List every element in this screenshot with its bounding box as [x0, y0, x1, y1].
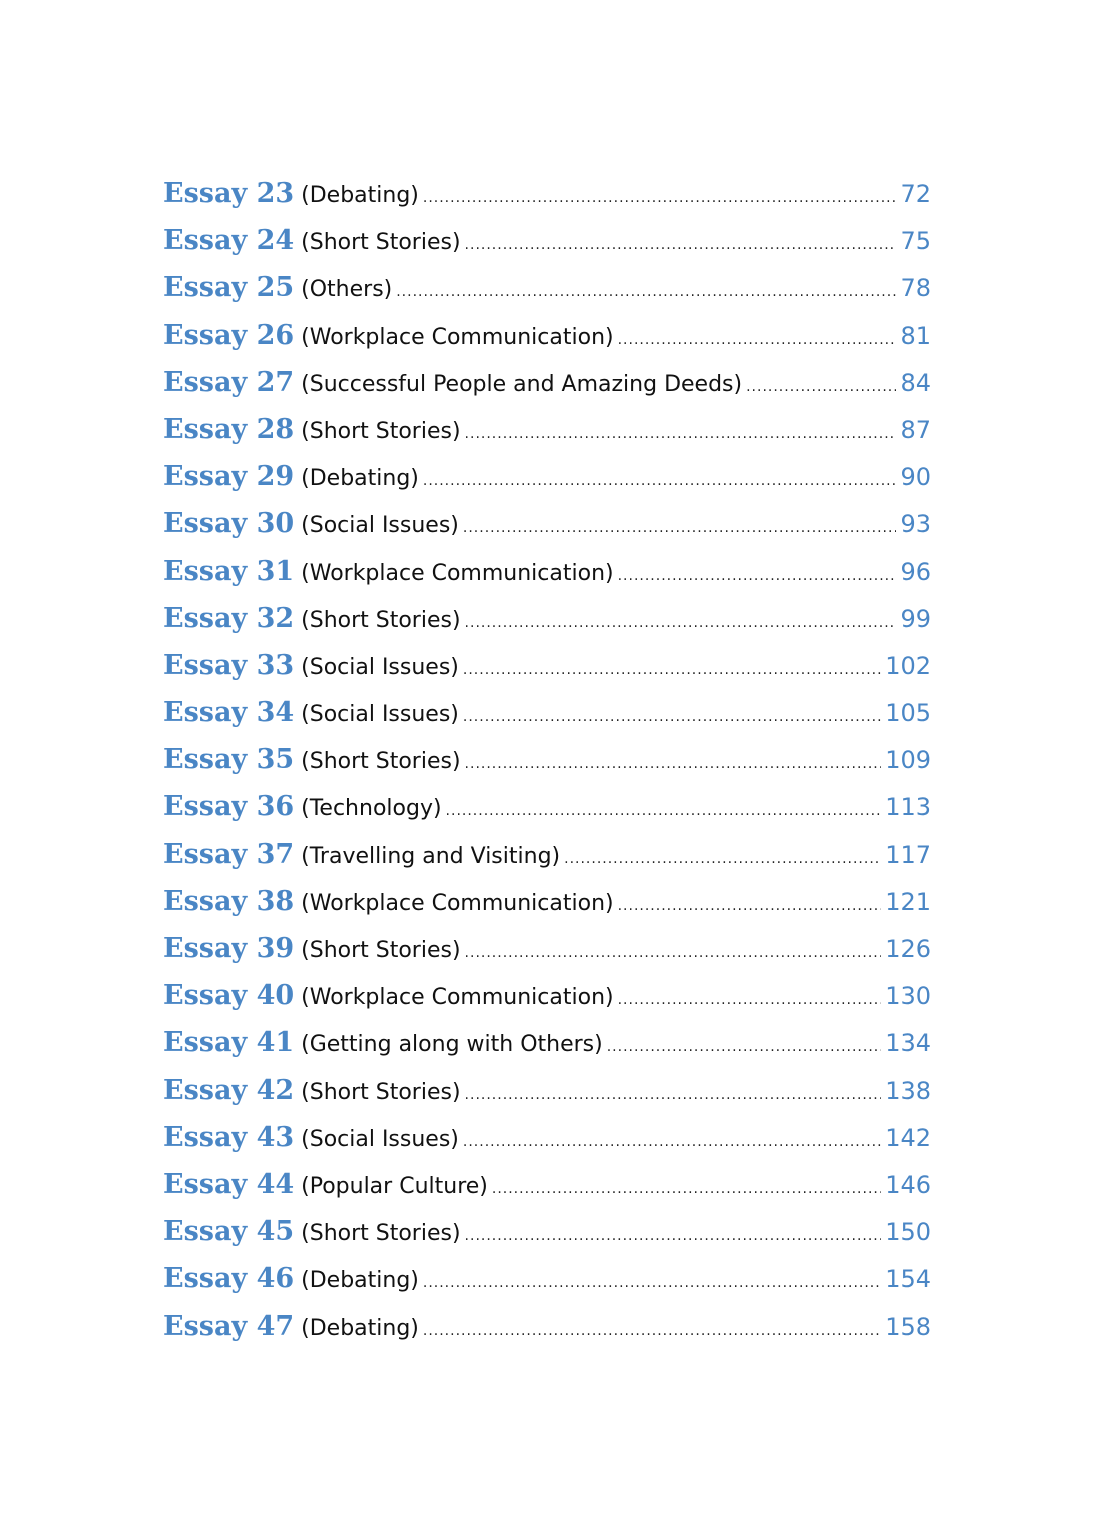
essay-topic: (Debating) [301, 183, 419, 208]
page-number: 117 [885, 840, 931, 869]
essay-label: Essay 23 [163, 178, 295, 209]
dot-leader [746, 364, 896, 411]
essay-topic: (Social Issues) [301, 702, 459, 728]
essay-label: Essay 34 [163, 697, 295, 729]
page-number: 81 [900, 321, 931, 350]
essay-topic: (Successful People and Amazing Deeds) [301, 371, 743, 397]
essay-topic: (Travelling and Visiting) [301, 843, 561, 869]
dot-leader [618, 883, 882, 930]
toc-entry[interactable] [163, 264, 931, 311]
essay-label: Essay 26 [163, 319, 295, 351]
dot-leader [465, 1213, 882, 1260]
dot-leader [465, 411, 897, 458]
essay-topic: (Debating) [301, 1315, 419, 1341]
page-number: 146 [885, 1170, 931, 1199]
essay-label: Essay 35 [163, 744, 295, 776]
essay-label: Essay 32 [163, 602, 295, 634]
dot-leader [618, 553, 897, 600]
toc-entry[interactable] [163, 217, 931, 264]
essay-topic: (Short Stories) [301, 1221, 461, 1247]
dot-leader [618, 317, 897, 364]
toc-entry[interactable] [163, 1208, 931, 1255]
page-number: 90 [900, 463, 931, 492]
essay-topic: (Technology) [301, 796, 442, 822]
dot-leader [465, 930, 882, 977]
toc-entry[interactable] [163, 783, 931, 830]
page-number: 154 [885, 1265, 931, 1294]
page-number: 105 [885, 699, 931, 728]
essay-label: Essay 24 [163, 225, 295, 257]
dot-leader [492, 1166, 881, 1213]
toc-entry[interactable] [163, 1255, 931, 1302]
page-number: 150 [885, 1218, 931, 1247]
dot-leader [465, 1072, 882, 1119]
essay-label: Essay 41 [163, 1027, 295, 1059]
essay-label: Essay 30 [163, 508, 295, 540]
toc-entry[interactable] [163, 925, 931, 972]
page-number: 109 [885, 746, 931, 775]
essay-topic: (Others) [301, 277, 393, 303]
essay-label: Essay 31 [163, 555, 295, 587]
essay-label: Essay 33 [163, 649, 295, 681]
essay-label: Essay 40 [163, 980, 295, 1012]
essay-label: Essay 27 [163, 366, 295, 398]
essay-topic: (Social Issues) [301, 1126, 459, 1152]
essay-topic: (Debating) [301, 466, 419, 492]
page-number: 121 [885, 887, 931, 916]
dot-leader [463, 694, 881, 741]
dot-leader [423, 1260, 881, 1307]
essay-label: Essay 44 [163, 1168, 295, 1200]
essay-label: Essay 37 [163, 838, 295, 870]
toc-entry[interactable] [163, 642, 931, 689]
essay-label: Essay 42 [163, 1074, 295, 1106]
essay-topic: (Social Issues) [301, 513, 459, 539]
toc-entry[interactable] [163, 406, 931, 453]
essay-topic: (Workplace Communication) [301, 890, 614, 916]
essay-topic: (Workplace Communication) [301, 985, 614, 1011]
toc-entry[interactable] [163, 1303, 931, 1350]
page-number: 87 [900, 415, 931, 444]
toc-entry[interactable] [163, 831, 931, 878]
essay-topic: (Social Issues) [301, 654, 459, 680]
page-number: 84 [900, 368, 931, 397]
essay-topic: (Getting along with Others) [301, 1032, 603, 1058]
essay-label: Essay 29 [163, 461, 295, 493]
essay-topic: (Short Stories) [301, 418, 461, 444]
page-number: 158 [885, 1312, 931, 1341]
toc-entry[interactable] [163, 359, 931, 406]
dot-leader [423, 1308, 881, 1355]
dot-leader [607, 1024, 881, 1071]
essay-label: Essay 46 [163, 1263, 295, 1295]
dot-leader [423, 458, 897, 505]
essay-label: Essay 28 [163, 413, 295, 445]
page-number: 99 [900, 604, 931, 633]
essay-label: Essay 45 [163, 1216, 295, 1248]
dot-leader [618, 977, 882, 1024]
page-number: 96 [900, 557, 931, 586]
essay-label: Essay 36 [163, 791, 295, 823]
toc-entry[interactable] [163, 689, 931, 736]
essay-label: Essay 39 [163, 933, 295, 964]
page-number: 78 [900, 274, 931, 303]
essay-label: Essay 47 [163, 1310, 295, 1342]
essay-topic: (Short Stories) [301, 938, 461, 963]
table-of-contents [163, 170, 931, 1350]
toc-entry[interactable] [163, 1161, 931, 1208]
toc-entry[interactable] [163, 548, 931, 595]
toc-entry[interactable] [163, 1067, 931, 1114]
dot-leader [446, 788, 882, 835]
toc-entry[interactable] [163, 500, 931, 547]
toc-entry[interactable] [163, 878, 931, 925]
page-number: 130 [885, 982, 931, 1011]
dot-leader [463, 505, 897, 552]
essay-label: Essay 25 [163, 272, 295, 304]
dot-leader [465, 741, 882, 788]
toc-entry[interactable] [163, 170, 931, 217]
toc-entry[interactable] [163, 1114, 931, 1161]
dot-leader [463, 1119, 881, 1166]
toc-entry[interactable] [163, 972, 931, 1019]
essay-topic: (Short Stories) [301, 230, 461, 256]
toc-entry[interactable] [163, 736, 931, 783]
toc-entry[interactable] [163, 453, 931, 500]
essay-label: Essay 38 [163, 885, 295, 917]
dot-leader [463, 647, 881, 694]
dot-leader [423, 175, 897, 222]
page-number: 113 [885, 793, 931, 822]
essay-topic: (Short Stories) [301, 1079, 461, 1105]
essay-topic: (Short Stories) [301, 749, 461, 775]
toc-entry[interactable] [163, 595, 931, 642]
page-number: 142 [885, 1123, 931, 1152]
page-number: 138 [885, 1076, 931, 1105]
essay-topic: (Debating) [301, 1268, 419, 1294]
essay-topic: (Workplace Communication) [301, 560, 614, 586]
essay-topic: (Short Stories) [301, 607, 461, 633]
page-number: 102 [885, 651, 931, 680]
dot-leader [465, 600, 897, 647]
page-number: 72 [900, 180, 931, 208]
dot-leader [465, 222, 897, 269]
page-number: 75 [900, 227, 931, 256]
toc-entry[interactable] [163, 1019, 931, 1066]
dot-leader [564, 836, 881, 883]
page-number: 93 [900, 510, 931, 539]
dot-leader [396, 269, 896, 316]
essay-label: Essay 43 [163, 1121, 295, 1153]
page-number: 126 [885, 935, 931, 963]
essay-topic: (Workplace Communication) [301, 324, 614, 350]
page-number: 134 [885, 1029, 931, 1058]
essay-topic: (Popular Culture) [301, 1173, 488, 1199]
toc-entry[interactable] [163, 312, 931, 359]
